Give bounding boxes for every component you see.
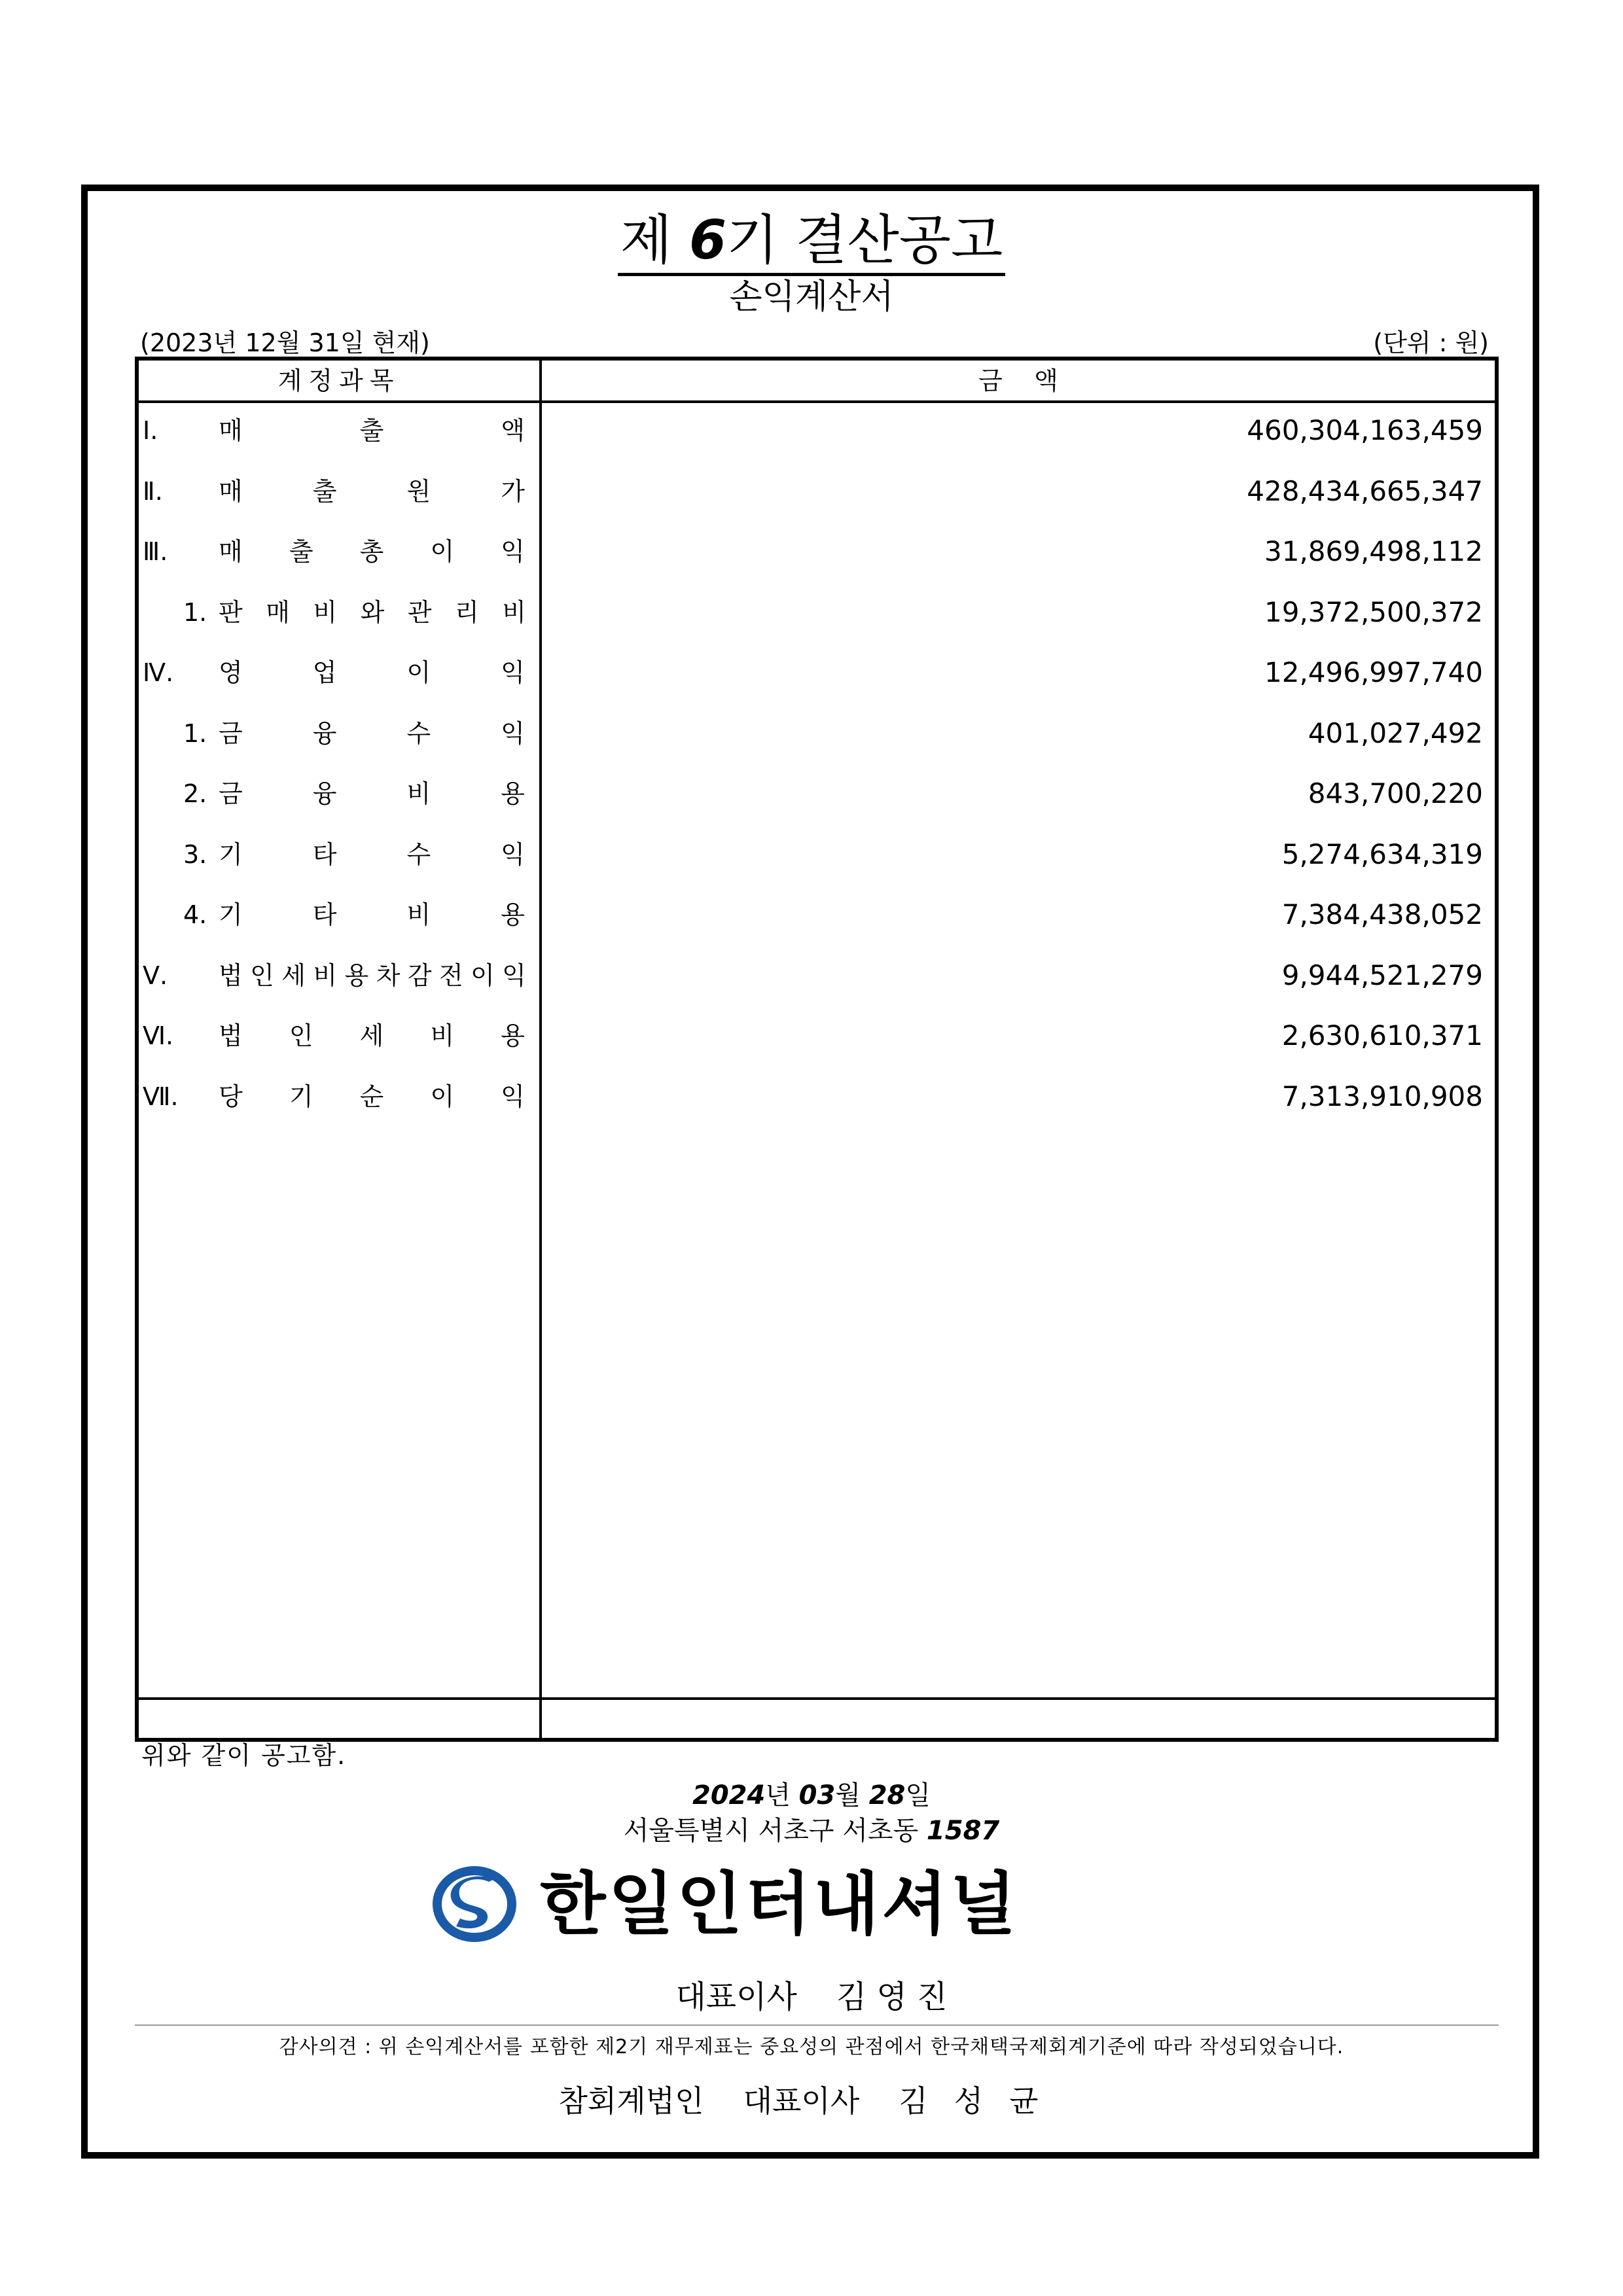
row-number: Ⅶ. xyxy=(143,1082,179,1111)
table-row xyxy=(139,654,1495,715)
row-label-char: 이 xyxy=(471,961,495,990)
row-label-char: 익 xyxy=(502,961,526,990)
row-label xyxy=(219,957,526,994)
row-label-char: 이 xyxy=(406,658,431,687)
row-label xyxy=(219,533,525,570)
row-label-char: 판 xyxy=(219,597,243,627)
company-name: 한일인터내셔널 xyxy=(540,1864,1019,1944)
row-label-char: 법 xyxy=(219,961,243,990)
row-amount: 843,700,220 xyxy=(1308,777,1483,809)
row-amount: 5,274,634,319 xyxy=(1281,838,1483,870)
row-label xyxy=(219,473,525,510)
row-label-char: 법 xyxy=(219,1021,243,1050)
statement-subtitle: 손익계산서 xyxy=(729,277,894,317)
row-label-char: 순 xyxy=(359,1082,384,1111)
table-row xyxy=(139,1078,1495,1139)
row-number: Ⅰ. xyxy=(143,416,158,445)
table-row xyxy=(139,533,1495,594)
period-number: 6 xyxy=(689,209,727,272)
row-label-char: 용 xyxy=(501,779,525,808)
table-row xyxy=(139,412,1495,473)
row-label-char: 출 xyxy=(312,476,337,506)
row-number: 2. xyxy=(183,779,207,808)
auditor-signature: 참회계법인 대표이사 김성균 xyxy=(558,2083,1065,2119)
row-label-char: 타 xyxy=(312,839,337,869)
table-body xyxy=(139,412,1495,1139)
row-amount: 19,372,500,372 xyxy=(1264,595,1483,628)
row-label-char: 액 xyxy=(501,416,525,445)
row-label-char: 세 xyxy=(281,961,306,990)
row-number: Ⅵ. xyxy=(143,1021,174,1050)
unit-label: (단위 : 원) xyxy=(1373,328,1489,357)
row-label-char: 출 xyxy=(359,416,384,445)
row-number: 3. xyxy=(183,839,207,869)
row-amount: 9,944,521,279 xyxy=(1281,959,1483,991)
company-logo-icon xyxy=(429,1858,520,1950)
row-label xyxy=(219,836,525,873)
row-label-char: 기 xyxy=(289,1082,313,1111)
row-number: Ⅲ. xyxy=(143,537,168,566)
row-label xyxy=(219,1078,525,1115)
row-label xyxy=(219,1017,525,1054)
company-address: 서울특별시 서초구 서초동 1587 xyxy=(623,1816,1000,1846)
ceo-signature: 대표이사 김 영 진 xyxy=(675,1979,948,2015)
row-label-char: 매 xyxy=(266,597,290,627)
row-label-char: 비 xyxy=(313,961,338,990)
row-label-char: 관 xyxy=(407,597,432,627)
table-header-divider xyxy=(135,400,1499,403)
row-label-char: 원 xyxy=(406,476,431,506)
row-amount: 12,496,997,740 xyxy=(1264,656,1483,688)
row-label-char: 매 xyxy=(219,476,243,506)
row-label-char: 비 xyxy=(406,779,431,808)
row-label xyxy=(219,594,526,631)
notice-text: 위와 같이 공고함. xyxy=(141,1741,347,1770)
row-number: Ⅳ. xyxy=(143,658,174,687)
row-amount: 460,304,163,459 xyxy=(1247,414,1483,446)
as-of-date: (2023년 12월 31일 현재) xyxy=(140,328,430,357)
row-label-char: 총 xyxy=(359,537,384,566)
row-label-char: 인 xyxy=(289,1021,313,1050)
table-footer-divider xyxy=(135,1697,1499,1700)
row-label-char: 리 xyxy=(455,597,479,627)
row-label-char: 인 xyxy=(250,961,274,990)
row-label-char: 출 xyxy=(289,537,313,566)
row-label-char: 매 xyxy=(219,537,243,566)
row-label-char: 이 xyxy=(430,1082,455,1111)
row-label-char: 당 xyxy=(219,1082,243,1111)
row-label-char: 융 xyxy=(312,779,337,808)
row-label-char: 용 xyxy=(344,961,369,990)
row-number: Ⅱ. xyxy=(143,476,163,506)
row-label xyxy=(219,896,525,933)
row-label xyxy=(219,715,525,752)
publication-date: 2024년 03월 28일 xyxy=(692,1780,931,1810)
audit-opinion: 감사의견 : 위 손익계산서를 포함한 제2기 재무제표는 중요성의 관점에서 한국채택국제회계기준에 따라 작성되었습니다. xyxy=(279,2036,1344,2058)
row-label-char: 비 xyxy=(502,597,526,627)
row-label-char: 매 xyxy=(219,416,243,445)
row-label-char: 가 xyxy=(501,476,525,506)
row-label-char: 타 xyxy=(312,900,337,929)
row-label xyxy=(219,654,525,691)
row-label-char: 업 xyxy=(312,658,337,687)
table-row xyxy=(139,594,1495,655)
row-label-char: 익 xyxy=(501,658,525,687)
row-label-char: 비 xyxy=(313,597,338,627)
row-label-char: 익 xyxy=(501,1082,525,1111)
row-label-char: 수 xyxy=(406,718,431,748)
table-row xyxy=(139,473,1495,534)
row-label-char: 익 xyxy=(501,718,525,748)
table-row xyxy=(139,1017,1495,1078)
row-label-char: 비 xyxy=(406,900,431,929)
row-label-char: 용 xyxy=(501,900,525,929)
row-amount: 2,630,610,371 xyxy=(1281,1019,1483,1051)
company-logo xyxy=(429,1858,1018,1950)
table-row xyxy=(139,957,1495,1018)
column-header-amount: 금 액 xyxy=(978,366,1058,395)
table-row xyxy=(139,896,1495,957)
row-number: 4. xyxy=(183,900,207,929)
row-number: Ⅴ. xyxy=(143,961,168,990)
separator-line xyxy=(135,2024,1499,2026)
row-amount: 31,869,498,112 xyxy=(1264,535,1483,567)
row-label-char: 기 xyxy=(219,839,243,869)
row-label-char: 용 xyxy=(501,1021,525,1050)
row-number: 1. xyxy=(183,597,207,627)
row-label-char: 전 xyxy=(438,961,463,990)
page-title: 제 6기 결산공고 xyxy=(0,208,1623,274)
row-label-char: 이 xyxy=(430,537,455,566)
row-label xyxy=(219,412,525,449)
row-label-char: 수 xyxy=(406,839,431,869)
row-label-char: 차 xyxy=(376,961,401,990)
row-label-char: 익 xyxy=(501,839,525,869)
row-amount: 7,384,438,052 xyxy=(1281,898,1483,930)
column-header-account: 계정과목 xyxy=(277,366,401,395)
row-label-char: 와 xyxy=(360,597,385,627)
row-amount: 428,434,665,347 xyxy=(1247,474,1483,507)
row-amount: 7,313,910,908 xyxy=(1281,1080,1483,1112)
row-label-char: 금 xyxy=(219,779,243,808)
row-label xyxy=(219,775,525,812)
row-label-char: 감 xyxy=(407,961,432,990)
row-amount: 401,027,492 xyxy=(1308,716,1483,749)
row-label-char: 익 xyxy=(501,537,525,566)
row-number: 1. xyxy=(183,718,207,748)
row-label-char: 세 xyxy=(359,1021,384,1050)
row-label-char: 융 xyxy=(312,718,337,748)
row-label-char: 기 xyxy=(219,900,243,929)
row-label-char: 금 xyxy=(219,718,243,748)
row-label-char: 비 xyxy=(430,1021,455,1050)
row-label-char: 영 xyxy=(219,658,243,687)
table-row xyxy=(139,836,1495,897)
table-row xyxy=(139,715,1495,776)
table-row xyxy=(139,775,1495,836)
